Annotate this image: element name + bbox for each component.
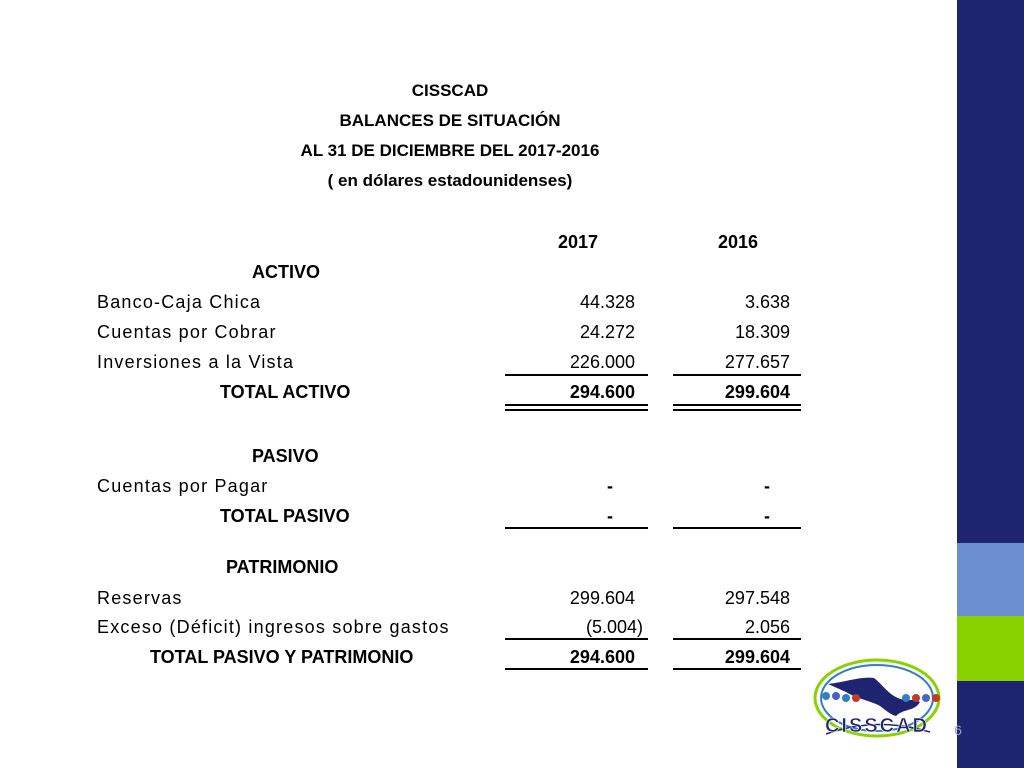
- flag-icon: [822, 692, 830, 700]
- subtotal-rule: [673, 374, 801, 376]
- value-2016: 2.056: [744, 617, 790, 637]
- value-2016: 3.638: [744, 292, 790, 312]
- value-2017: (5.004): [585, 617, 643, 637]
- value-2017: 44.328: [579, 292, 635, 312]
- total-pasivo-patrimonio-2016: 299.604: [724, 647, 790, 667]
- side-bar-blue: [957, 543, 1024, 616]
- total-rule: [505, 527, 648, 529]
- side-bar-green: [957, 616, 1024, 681]
- total-double-rule: [673, 404, 801, 411]
- total-pasivo-2016: -: [764, 506, 770, 526]
- total-pasivo-patrimonio-2017: 294.600: [569, 647, 635, 667]
- pasivo-heading: PASIVO: [252, 446, 319, 466]
- total-activo-2017: 294.600: [569, 382, 635, 402]
- currency-note: ( en dólares estadounidenses): [327, 171, 573, 190]
- total-activo-label: TOTAL ACTIVO: [220, 382, 351, 402]
- activo-heading: ACTIVO: [252, 262, 321, 282]
- row-label: Inversiones a la Vista: [97, 352, 295, 372]
- subtotal-rule: [505, 638, 648, 640]
- row-label: Cuentas por Cobrar: [97, 322, 277, 342]
- total-pasivo-label: TOTAL PASIVO: [220, 506, 350, 526]
- year-2017-header: 2017: [557, 232, 599, 252]
- value-2017: 226.000: [569, 352, 635, 372]
- flag-icon: [912, 694, 920, 702]
- row-label: Cuentas por Pagar: [97, 476, 269, 496]
- statement-period: AL 31 DE DICIEMBRE DEL 2017-2016: [300, 141, 600, 160]
- logo-text: CISSCAD: [824, 715, 930, 737]
- value-2016: 297.548: [724, 588, 790, 608]
- subtotal-rule: [673, 638, 801, 640]
- value-2017: -: [607, 476, 613, 496]
- value-2017: 299.604: [569, 588, 635, 608]
- flag-icon: [902, 694, 910, 702]
- flag-icon: [922, 694, 930, 702]
- total-pasivo-patrimonio-label: TOTAL PASIVO Y PATRIMONIO: [150, 647, 414, 667]
- row-label: Exceso (Déficit) ingresos sobre gastos: [97, 617, 450, 637]
- flag-icon: [832, 692, 840, 700]
- side-bar-navy: [957, 0, 1024, 543]
- flag-icon: [932, 694, 940, 702]
- org-title: CISSCAD: [411, 81, 489, 100]
- value-2016: 277.657: [724, 352, 790, 372]
- total-pasivo-2017: -: [607, 506, 613, 526]
- flag-icon: [852, 694, 860, 702]
- row-label: Banco-Caja Chica: [97, 292, 262, 312]
- row-label: Reservas: [97, 588, 183, 608]
- total-rule: [505, 668, 648, 670]
- page-number: 6: [954, 722, 962, 738]
- flag-icon: [842, 694, 850, 702]
- total-double-rule: [505, 404, 648, 411]
- year-2016-header: 2016: [717, 232, 759, 252]
- total-activo-2016: 299.604: [724, 382, 790, 402]
- statement-title: BALANCES DE SITUACIÓN: [339, 111, 561, 130]
- cisscad-logo: [806, 654, 948, 750]
- patrimonio-heading: PATRIMONIO: [226, 557, 339, 577]
- total-rule: [673, 527, 801, 529]
- value-2017: 24.272: [579, 322, 635, 342]
- total-rule: [673, 668, 801, 670]
- subtotal-rule: [505, 374, 648, 376]
- value-2016: -: [764, 476, 770, 496]
- value-2016: 18.309: [734, 322, 790, 342]
